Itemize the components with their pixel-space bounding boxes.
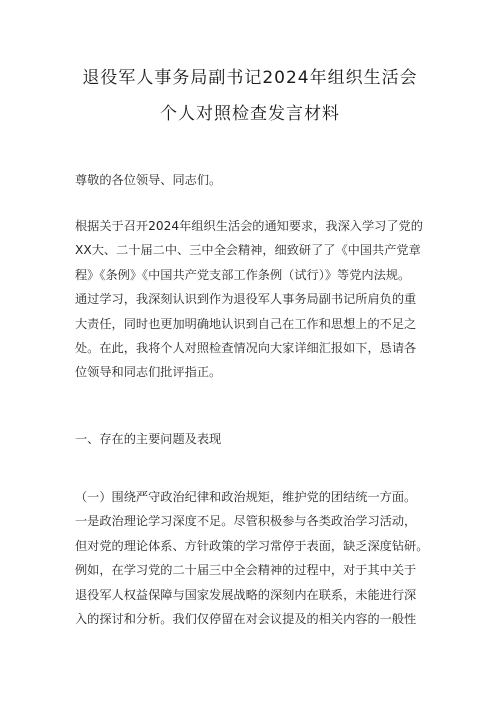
intro-line: 通过学习，我深刻认识到作为退役军人事务局副书记所肩负的重 [75,292,417,307]
subsection-line: 例如，在学习党的二十届三中全会精神的过程中，对于其中关于 [75,563,417,578]
document-title-line-2: 个人对照检查发言材料 [160,104,340,124]
subsection-line: 但对党的理论体系、方针政策的学习常停于表面，缺乏深度钻研。 [75,538,429,553]
subsection-line: 一是政治理论学习深度不足。尽管积极参与各类政治学习活动， [75,514,417,529]
document-title-line-1: 退役军人事务局副书记2024年组织生活会 [82,68,418,88]
intro-line: XX大、二十届二中、三中全会精神，细致研了了《中国共产党章 [75,243,421,258]
subsection-line: 退役军人权益保障与国家发展战略的深刻内在联系，未能进行深 [75,587,417,602]
subsection-line: （一）围绕严守政治纪律和政治规矩，维护党的团结统一方面。 [75,490,417,504]
intro-line: 大责任，同时也更加明确地认识到自己在工作和思想上的不足之 [75,316,417,331]
subsection-line: 入的探讨和分析。我们仅停留在对会议提及的相关内容的一般性 [75,612,417,627]
intro-line: 处。在此，我将个人对照检查情况向大家详细汇报如下，恳请各 [75,341,417,356]
intro-paragraph [75,214,437,385]
subsection-paragraph [75,485,437,631]
intro-line: 程》《条例》《中国共产党支部工作条例（试行）》等党内法规。 [75,267,411,282]
intro-line: 位领导和同志们批评指正。 [75,365,222,380]
salutation: 尊敬的各位领导、同志们。 [75,173,222,187]
intro-line: 根据关于召开2024年组织生活会的通知要求，我深入学习了党的 [75,219,423,233]
section-heading: 一、存在的主要问题及表现 [75,432,222,446]
